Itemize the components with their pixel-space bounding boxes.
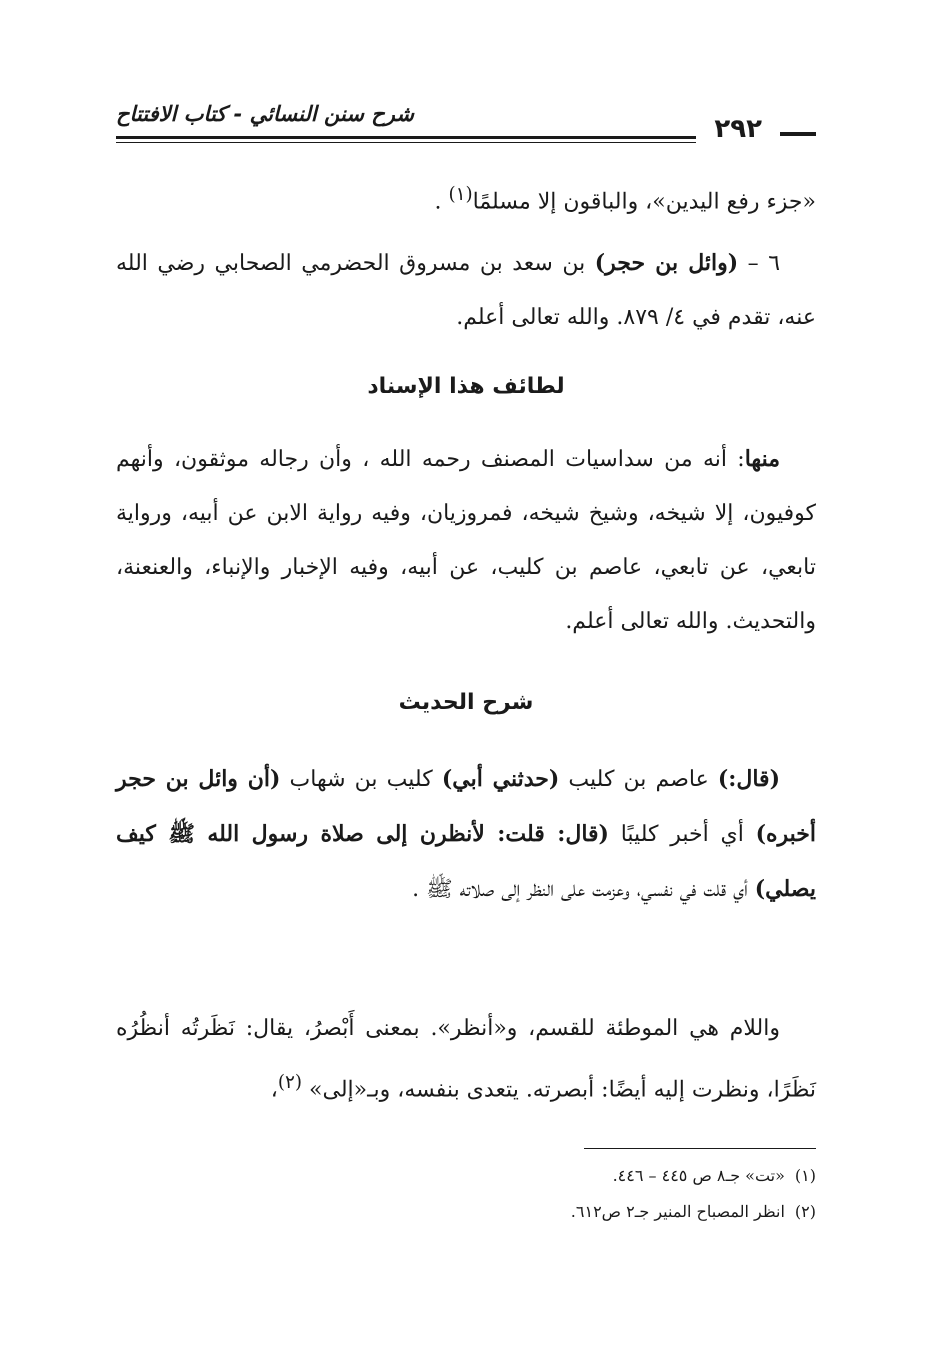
footnote-marker: (٢) [794, 1202, 816, 1221]
footnote-ref-2: (٢) [277, 1072, 303, 1093]
footnote-ref-1: (١) [448, 184, 473, 205]
section-isnad-lead: منها [744, 446, 780, 472]
narrator-name: (وائل بن حجر) [594, 250, 739, 276]
page-number: ٢٩٢ [714, 114, 762, 144]
header-rule-thin [116, 142, 696, 143]
sharh-qultu: (قال: قلت: لأنظرن إلى صلاة رسول الله ﷺ كيف يصلي) [116, 821, 816, 902]
narrator-text: بن سعد بن مسروق الحضرمي الصحابي رضي الله عنه، تقدم في ٤/ ٨٧٩. والله تعالى أعلم. [116, 251, 816, 330]
footnote-item [116, 1158, 816, 1194]
top-paragraph-tail: . [434, 189, 449, 215]
header-rule [116, 136, 696, 139]
running-title: شرح سنن النسائي - كتاب الافتتاح [116, 102, 414, 126]
sharh-anna-wail: (أن وائل بن حجر أخبره) [116, 766, 816, 847]
sharh-text-4: أي قلت في نفسي، وعزمت على النظر إلى صلاته ﷺ . [412, 877, 755, 902]
page-header [116, 100, 816, 150]
section-heading-sharh: شرح الحديث [398, 690, 534, 715]
sharh-lam-tail: ، [270, 1077, 278, 1103]
top-paragraph-text: «جزء رفع اليدين»، والباقون إلا مسلمًا [472, 189, 816, 215]
section-heading-isnad: لطائف هذا الإسناد [367, 374, 565, 399]
narrator-entry [116, 236, 816, 345]
sharh-text-3: أي أخبر كليبًا [608, 822, 756, 847]
footnote-item [116, 1194, 816, 1230]
page-number-dash [780, 132, 816, 136]
footnote-marker: (١) [794, 1166, 816, 1185]
top-paragraph [116, 168, 816, 229]
sharh-paragraph-1 [116, 752, 816, 917]
sharh-text-1: عاصم بن كليب [559, 767, 718, 792]
section-isnad-text: : أنه من سداسيات المصنف رحمه الله ، وأن رجاله موثقون، وأنهم كوفيون، إلا شيخه، وشيخ شيخه، فمروزيان، وفيه رواية الابن عن أبيه، ورواية تابعي، عن تابعي، عاصم بن كليب، عن أبيه، وفيه الإخبار والإنباء، والعنعنة، والتحديث. والله تعالى أعلم. [116, 447, 816, 634]
footnotes [116, 1158, 816, 1230]
sharh-text-2: كليب بن شهاب [280, 767, 442, 792]
sharh-lam-text: واللام هي الموطئة للقسم، و«أنظر». بمعنى أَبْصرُ، يقال: نَظَرتُه أنظُرُه نَظَرًا، ونظرت إليه أيضًا: أبصرته. يتعدى بنفسه، وبـ«إلى» [116, 1016, 816, 1103]
footnote-text: «تت» جـ٨ ص ٤٤٥ – ٤٤٦. [612, 1166, 785, 1185]
narrator-number: ٦ – [738, 251, 781, 276]
section-isnad-body [116, 432, 816, 649]
sharh-haddathani: (حدثني أبي) [441, 766, 560, 792]
sharh-paragraph-2 [116, 1002, 816, 1117]
footnote-text: انظر المصباح المنير جـ٢ ص٦١٢. [570, 1202, 785, 1221]
footnote-separator [584, 1148, 816, 1149]
sharh-qal: (قال:) [717, 766, 780, 792]
